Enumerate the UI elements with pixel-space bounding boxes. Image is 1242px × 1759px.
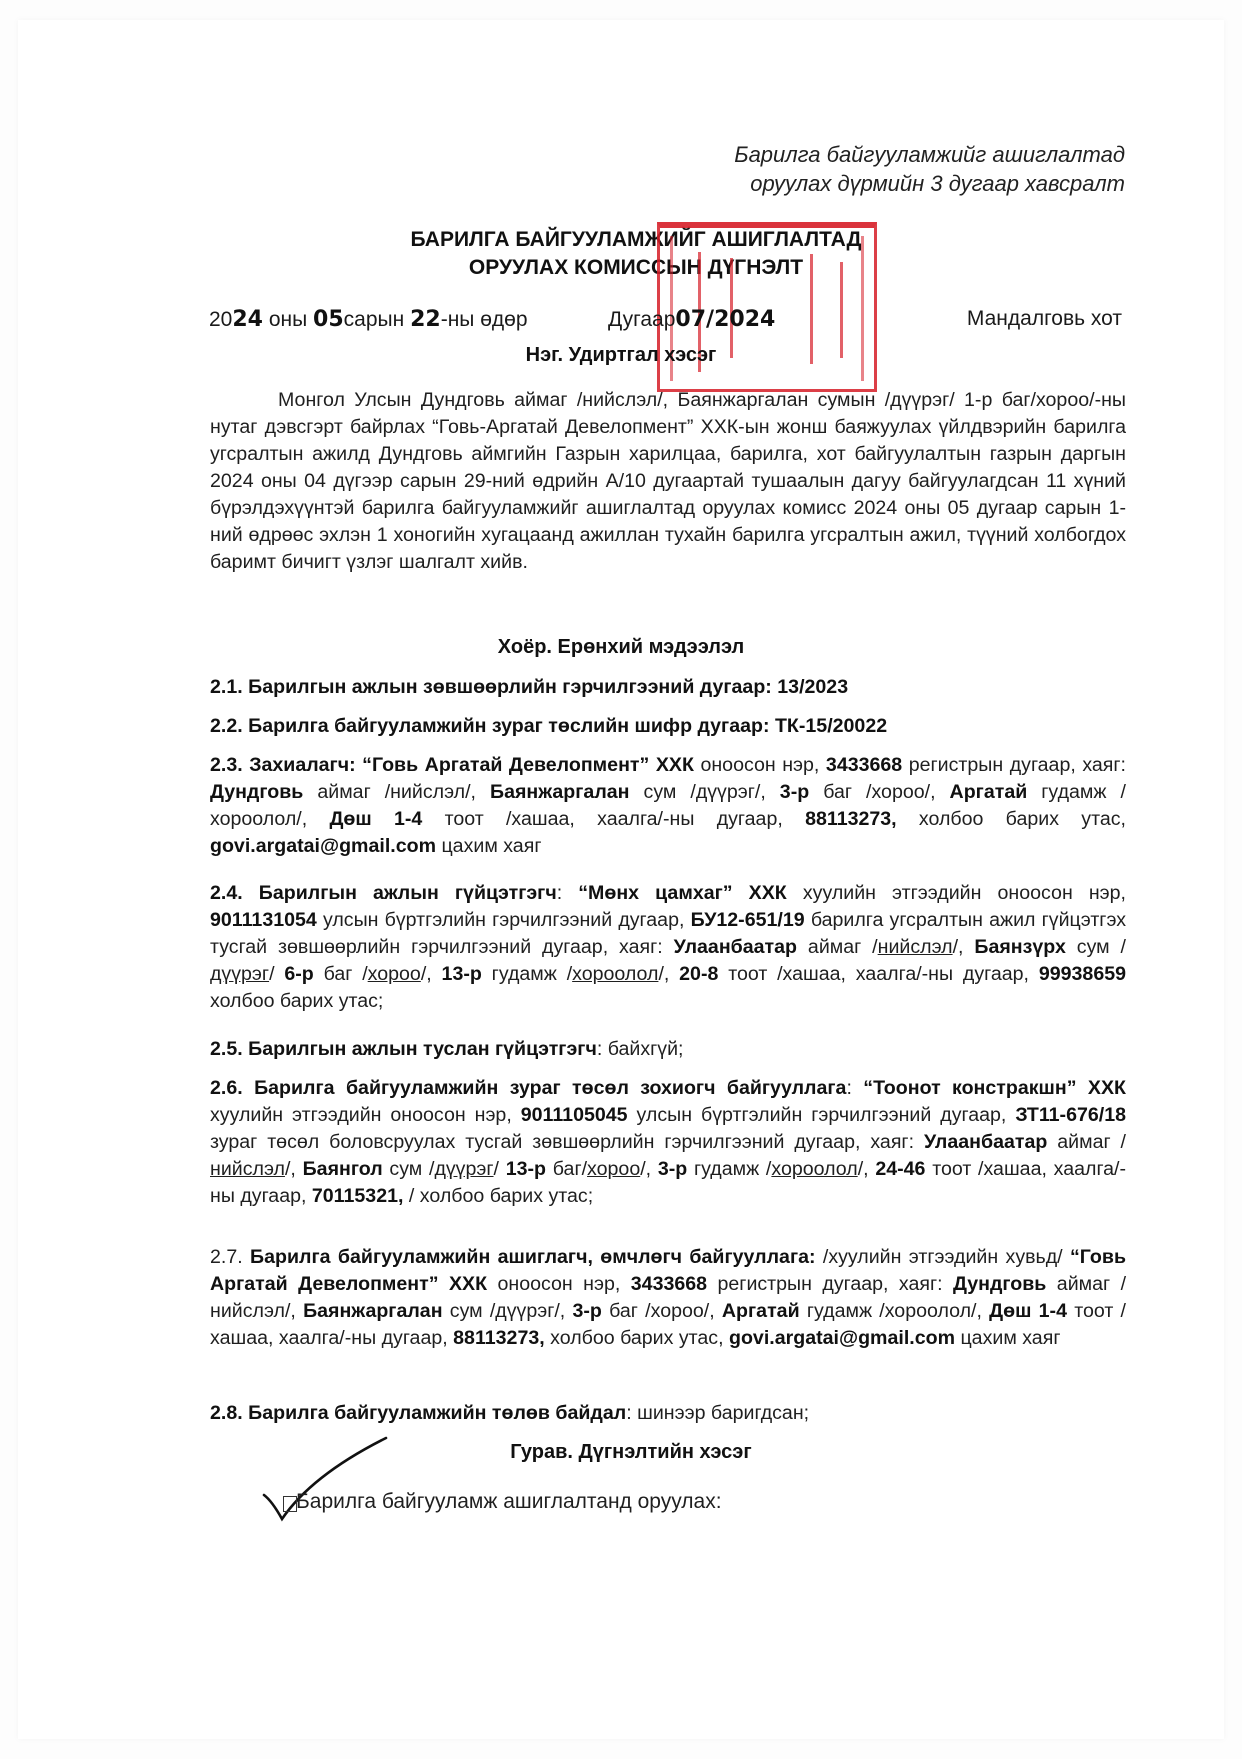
text: аймаг /нийслэл/,: [317, 781, 476, 803]
text: аймаг /: [807, 936, 878, 958]
commissioning-checkbox[interactable]: [283, 1496, 297, 1512]
text: /,: [640, 1158, 652, 1180]
district-name: Баянгол: [302, 1158, 383, 1180]
text: зураг төсөл боловсруулах тусгай зөвшөөрлийн гэрчилгээний дугаар, хаяг:: [210, 1131, 915, 1153]
item-2-5: [210, 1036, 1126, 1063]
item-2-6: 2.6. Барилга байгууламжийн зураг төсөл зохиогч байгууллага: “Тоонот констракшн” ХХК хуулийн этгээдийн оноосон нэр, 9011105045 улсын бүртгэлийн гэрчилгээний дугаар, ЗТ11-676/18 зураг төсөл боловсруулах тусгай зөвшөөрлийн гэрчилгээний дугаар, хаяг: Улаанбаатар аймаг /нийслэл/, Баянгол сум /дүүрэг/ 13-р баг/хороо/, 3-р гудамж /хороолол/, 24-46 тоот /хашаа, хаалга/-ны дугаар, 70115321, / холбоо барих утас;: [210, 1077, 1127, 1207]
number-label: Дугаар: [608, 308, 676, 331]
city-name: Улаанбаатар: [673, 936, 798, 958]
handwritten-day: 22: [410, 307, 441, 332]
item-2-3: [210, 752, 1126, 860]
registry-number: 3433668: [825, 754, 903, 776]
year-suffix: оны: [268, 308, 308, 331]
text: /,: [420, 963, 432, 985]
street-number: 3-р: [657, 1158, 688, 1180]
item-2-4-label: 2.4. Барилгын ажлын гүйцэтгэгч: [210, 882, 557, 904]
item-2-3-label: 2.3. Захиалагч:: [210, 754, 356, 776]
item-2-4-company: “Мөнх цамхаг” ХХК: [578, 882, 787, 904]
house-number: Дөш 1-4: [989, 1300, 1067, 1322]
phone-number: 99938659: [1038, 963, 1127, 985]
text: баг/: [552, 1158, 588, 1180]
bag-number: 3-р: [572, 1300, 602, 1322]
registry-number: 9011131054: [210, 909, 317, 931]
title-line-2: ОРУУЛАХ КОМИССЫН ДҮГНЭЛТ: [468, 256, 804, 279]
bag-number: 3-р: [779, 781, 810, 803]
text: улсын бүртгэлийн гэрчилгээний дугаар,: [322, 909, 685, 931]
text: сум /дүүрэг/,: [643, 781, 766, 803]
text: тоот /хашаа, хаалга/-ны дугаар,: [210, 1158, 1127, 1207]
item-2-8-value: : шинээр баригдсан;: [626, 1402, 810, 1424]
email-address: govi.argatai@gmail.com: [729, 1327, 955, 1349]
text: /хуулийн этгээдийн хувьд/: [822, 1246, 1063, 1268]
handwritten-year: 24: [232, 307, 263, 332]
section-1-body: Монгол Улсын Дундговь аймаг /нийслэл/, Баянжаргалан сумын /дүүрэг/ 1-р баг/хороо/-ны нутаг дэвсгэрт байрлах “Говь-Аргатай Девелопмент” ХХК-ын жонш баяжуулах үйлдвэрийн барилга угсралтын ажилд Дундговь аймгийн Газрын харилцаа, барилга, хот байгуулалтын газрын даргын 2024 оны 04 дүгээр сарын 29-ний өдрийн А/10 дугаартай тушаалын дагуу байгуулагдсан 11 хүний бүрэлдэхүүнтэй барилга байгууламжийг ашиглалтад оруулах комисс 2024 оны 05 дугаар сарын 1-ний өдрөөс эхлэн 1 хоногийн хугацаанд ажиллан тухайн барилга угсралтын ажил, түүний холбогдох баримт бичигт үзлэг шалгалт хийв.: [210, 389, 1126, 573]
item-2-6-label: 2.6. Барилга байгууламжийн зураг төсөл зохиогч байгууллага: [210, 1077, 847, 1099]
text: холбоо барих утас;: [210, 990, 384, 1012]
text: тоот /хашаа, хаалга/-ны дугаар,: [728, 963, 1029, 985]
text: цахим хаяг: [960, 1327, 1061, 1349]
item-2-7-company: “Говь Аргатай Девелопмент” ХХК: [210, 1246, 1126, 1295]
sum-name: Баянжаргалан: [490, 781, 630, 803]
item-2-5-value: : байхгүй;: [596, 1038, 684, 1060]
document-number: [608, 307, 775, 332]
text: /,: [658, 963, 670, 985]
registry-number: 9011105045: [520, 1104, 628, 1126]
text: баг /хороо/,: [823, 781, 936, 803]
text: аймаг /нийслэл/,: [210, 1273, 1127, 1322]
text-underlined: нийслэл: [210, 1158, 285, 1180]
month-suffix: сарын: [343, 308, 405, 331]
text: сум /: [1076, 936, 1126, 958]
text: гудамж /хороолол/,: [806, 1300, 982, 1322]
text: /,: [857, 1158, 869, 1180]
section-1-heading: Нэг. Удиртгал хэсэг: [525, 344, 717, 366]
annex-reference: [734, 140, 1125, 198]
text-underlined: дүүрэг: [210, 963, 270, 985]
phone-number: 88113273,: [453, 1327, 545, 1349]
item-2-1: 2.1. Барилгын ажлын зөвшөөрлийн гэрчилгээний дугаар: 13/2023: [210, 676, 849, 698]
sum-name: Баянжаргалан: [303, 1300, 443, 1322]
city-name: Улаанбаатар: [923, 1131, 1048, 1153]
item-2-7-label: Барилга байгууламжийн ашиглагч, өмчлөгч байгууллага:: [250, 1246, 816, 1268]
item-2-3-company: “Говь Аргатай Девелопмент” ХХК: [362, 754, 694, 776]
text-underlined: дүүрэг: [434, 1158, 494, 1180]
section-3-heading: Гурав. Дүгнэлтийн хэсэг: [510, 1441, 752, 1463]
text: регистрын дугаар, хаяг:: [717, 1273, 943, 1295]
item-2-7-number: 2.7.: [210, 1246, 243, 1268]
date-field: [209, 307, 528, 332]
text: гудамж /: [694, 1158, 772, 1180]
district-name: Баянзүрх: [974, 936, 1066, 958]
text-underlined: хороолол: [771, 1158, 858, 1180]
text: хуулийн этгээдийн оноосон нэр,: [802, 882, 1127, 904]
text: улсын бүртгэлийн гэрчилгээний дугаар,: [636, 1104, 1007, 1126]
text: цахим хаяг: [441, 835, 542, 857]
text: тоот /хашаа, хаалга/-ны дугаар,: [444, 808, 783, 830]
item-2-2: 2.2. Барилга байгууламжийн зураг төслийн шифр дугаар: ТК-15/20022: [210, 715, 888, 737]
license-number: ЗТ11-676/18: [1015, 1104, 1126, 1126]
annex-line-1: Барилга байгууламжийг ашиглалтад: [734, 142, 1125, 167]
year-prefix: 20: [209, 308, 233, 331]
text: гудамж /: [491, 963, 573, 985]
text: сум /дүүрэг/,: [449, 1300, 566, 1322]
text: /: [493, 1158, 499, 1180]
registry-number: 3433668: [630, 1273, 708, 1295]
handwritten-month: 05: [313, 307, 344, 332]
house-number: 20-8: [679, 963, 719, 985]
text-underlined: хороолол: [572, 963, 659, 985]
email-address: govi.argatai@gmail.com: [210, 835, 436, 857]
street-name: Аргатай: [721, 1300, 800, 1322]
title-line-1: БАРИЛГА БАЙГУУЛАМЖИЙГ АШИГЛАЛТАД: [410, 228, 862, 251]
item-2-7: [210, 1244, 1126, 1352]
text: холбоо барих утас,: [918, 808, 1126, 830]
text: баг /хороо/,: [609, 1300, 715, 1322]
text: оноосон нэр,: [700, 754, 820, 776]
text: тоот /хашаа, хаалга/-ны дугаар,: [210, 1300, 1126, 1349]
text-underlined: хороо: [367, 963, 421, 985]
item-2-5-label: 2.5. Барилгын ажлын туслан гүйцэтгэгч: [210, 1038, 597, 1060]
text: /,: [952, 936, 964, 958]
text: регистрын дугаар, хаяг:: [908, 754, 1126, 776]
date-number-line: [209, 307, 1122, 337]
text: сум /: [389, 1158, 435, 1180]
phone-number: 70115321,: [311, 1185, 404, 1207]
text: оноосон нэр,: [497, 1273, 621, 1295]
annex-line-2: оруулах дүрмийн 3 дугаар хавсралт: [750, 171, 1125, 196]
handwritten-number: 07/2024: [675, 307, 776, 332]
item-2-6-company: “Тоонот констракшн” ХХК: [863, 1077, 1127, 1099]
street-name: Аргатай: [949, 781, 1028, 803]
item-2-4: 2.4. Барилгын ажлын гүйцэтгэгч: “Мөнх цамхаг” ХХК хуулийн этгээдийн оноосон нэр, 9011131054 улсын бүртгэлийн гэрчилгээний дугаар, БУ12-651/19 барилга угсралтын ажил гүйцэтгэх тусгай зөвшөөрлийн гэрчилгээний дугаар, хаяг: Улаанбаатар аймаг /нийслэл/, Баянзүрх сум /дүүрэг/ 6-р баг /хороо/, 13-р гудамж /хороолол/, 20-8 тоот /хашаа, хаалга/-ны дугаар, 99938659 холбоо барих утас;: [210, 882, 1127, 1012]
commissioning-label: Барилга байгууламж ашиглалтанд оруулах:: [296, 1490, 722, 1513]
text: хуулийн этгээдийн оноосон нэр,: [210, 1104, 512, 1126]
document-title: [0, 226, 1242, 282]
text: / холбоо барих утас;: [408, 1185, 594, 1207]
text: /,: [284, 1158, 296, 1180]
city-name: Мандалговь хот: [966, 307, 1122, 330]
text-underlined: хороо: [587, 1158, 641, 1180]
house-number: Дөш 1-4: [329, 808, 423, 830]
aimag-name: Дундговь: [210, 781, 304, 803]
house-number: 24-46: [875, 1158, 926, 1180]
text: аймаг /: [1057, 1131, 1126, 1153]
khoroo-number: 6-р: [284, 963, 314, 985]
text: барилга угсралтын ажил гүйцэтгэх тусгай зөвшөөрлийн гэрчилгээний дугаар, хаяг:: [210, 909, 1127, 958]
item-2-8: [210, 1400, 1126, 1427]
street-number: 13-р: [441, 963, 482, 985]
text-underlined: нийслэл: [877, 936, 953, 958]
phone-number: 88113273,: [805, 808, 897, 830]
text: гудамж /хороолол/,: [210, 781, 1126, 830]
text: холбоо барих утас,: [550, 1327, 724, 1349]
section-2-heading: Хоёр. Ерөнхий мэдээлэл: [497, 636, 745, 658]
license-number: БУ12-651/19: [690, 909, 805, 931]
aimag-name: Дундговь: [953, 1273, 1047, 1295]
day-suffix: -ны өдөр: [440, 308, 528, 331]
item-2-8-label: 2.8. Барилга байгууламжийн төлөв байдал: [210, 1402, 627, 1424]
text: /: [269, 963, 275, 985]
text: баг /: [323, 963, 368, 985]
khoroo-number: 13-р: [505, 1158, 547, 1180]
